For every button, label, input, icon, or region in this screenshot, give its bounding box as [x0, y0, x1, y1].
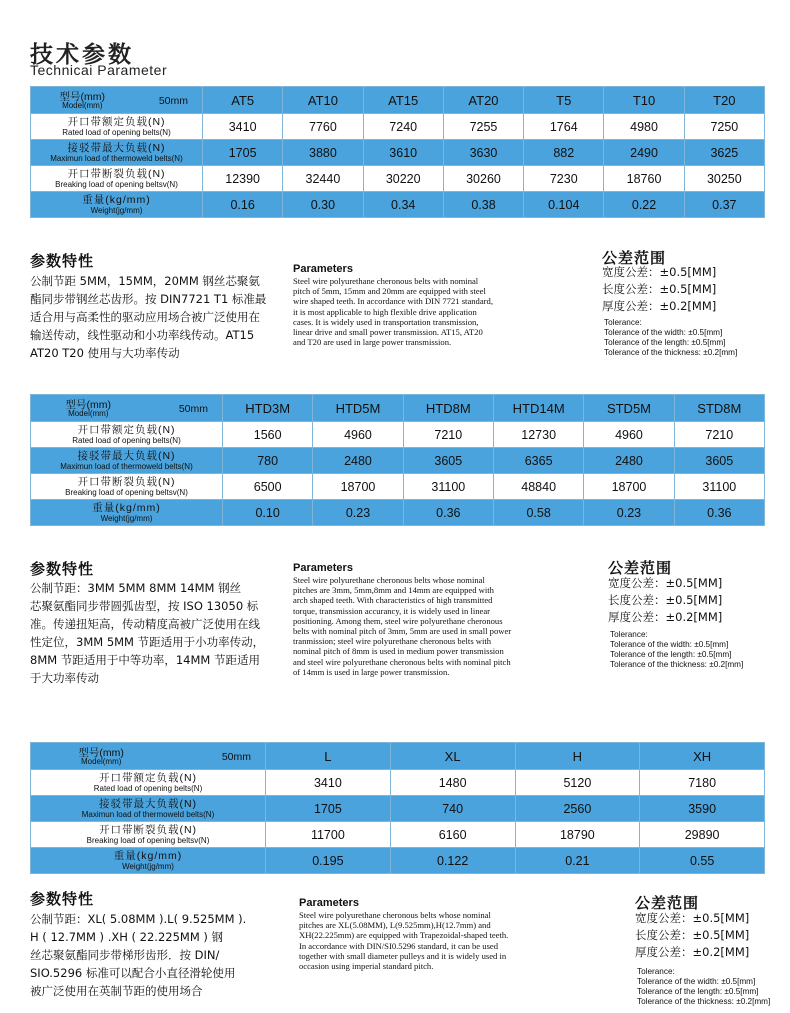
table-cell: 1764 [524, 114, 604, 140]
width-label: 50mm [178, 403, 208, 415]
row-label [31, 166, 203, 192]
column-header: AT20 [443, 87, 523, 114]
table-header-row [31, 87, 765, 114]
text-line: nominal pitch of 8mm is used in medium power transmission [293, 646, 504, 657]
text-line: 长度公差：±0.5[MM] [608, 593, 723, 607]
features-text [30, 272, 280, 362]
parameters-text [293, 276, 558, 347]
table-row [31, 770, 765, 796]
parameters-text [299, 910, 564, 971]
text-line: cases. It is widely used in transportation transmission, [293, 316, 479, 327]
table-cell: 18700 [313, 474, 403, 500]
table-cell: 882 [524, 140, 604, 166]
column-header: AT15 [363, 87, 443, 114]
table-cell: 3410 [203, 114, 283, 140]
text-line: Tolerance: [637, 967, 675, 976]
table-cell: 31100 [674, 474, 764, 500]
text-line: 公制节距：3MM 5MM 8MM 14MM 钢丝 [30, 581, 242, 595]
table-cell: 30250 [684, 166, 764, 192]
tolerance-title: 公差范围 [608, 559, 673, 577]
row-label-cn: 开口带额定负载(N) [67, 116, 166, 128]
text-line: pitches are XL(5.08MM), L(9.525mm),H(12.7mm) and [299, 920, 491, 931]
text-line: 芯聚氨酯同步带圆弧齿型，按 ISO 13050 标 [30, 599, 259, 613]
tolerance-english [637, 967, 770, 1007]
text-line: belts with nominal pitch of 3mm, 5mm are used in small power [293, 626, 512, 637]
column-header: STD5M [584, 395, 674, 422]
text-line: of 14mm is used in large power transmission. [293, 666, 450, 677]
table-cell: 0.122 [390, 848, 515, 874]
table-row [31, 140, 765, 166]
table-cell: 780 [223, 448, 313, 474]
text-line: 宽度公差：±0.5[MM] [602, 265, 717, 279]
row-label [31, 114, 203, 140]
text-line: 长度公差：±0.5[MM] [602, 282, 717, 296]
text-line: it is most applicable to high flexible drive application [293, 306, 477, 317]
row-label-cn: 开口带额定负载(N) [98, 772, 198, 784]
row-label-cn: 接驳带最大负载(N) [77, 450, 176, 462]
text-line: 适合用与高柔性的驱动应用场合被广泛使用在 [30, 310, 260, 324]
table-cell: 3630 [443, 140, 523, 166]
table-cell: 6160 [390, 822, 515, 848]
row-label [31, 192, 203, 218]
text-line: Tolerance of the width: ±0.5[mm] [604, 328, 723, 337]
table-cell: 18790 [515, 822, 640, 848]
row-label-en: Rated load of opening belts(N) [62, 128, 171, 137]
parameters-title: Parameters [293, 562, 353, 574]
width-label: 50mm [158, 95, 188, 107]
parameters-title: Parameters [299, 897, 359, 909]
tolerance-title: 公差范围 [635, 894, 700, 912]
row-label-cn: 开口带断裂负载(N) [67, 168, 166, 180]
table-cell: 0.30 [283, 192, 363, 218]
text-line: 公制节距 5MM，15MM，20MM 钢丝芯聚氨 [30, 274, 260, 288]
text-line: AT20 T20 使用与大功率传动 [30, 346, 180, 360]
text-line: 厚度公差：±0.2[MM] [635, 945, 750, 959]
table-cell: 12730 [493, 422, 583, 448]
text-line: torque, transmission accurancy, it is widely used in linear [293, 605, 491, 616]
table-cell: 1705 [203, 140, 283, 166]
row-label-cn: 重量(kg/mm) [82, 194, 151, 206]
model-header-cell [31, 87, 203, 114]
text-line: 丝芯聚氨酯同步带梯形齿形．按 DIN/ [30, 948, 220, 962]
table-cell: 18760 [604, 166, 684, 192]
text-line: Tolerance: [610, 630, 648, 639]
text-line: Steel wire polyurethane cheronous belts whose nominal [293, 575, 485, 585]
row-label-en: Maximun load of thermoweld belts(N) [50, 154, 183, 163]
table-cell: 7180 [640, 770, 765, 796]
features-title: 参数特性 [30, 890, 95, 908]
page-subtitle: Technicai Parameter [30, 62, 168, 78]
row-label-en: Maximun load of thermoweld belts(N) [60, 462, 193, 471]
row-label [31, 848, 266, 874]
column-header: T10 [604, 87, 684, 114]
table-row [31, 422, 765, 448]
spec-table-l-xh [30, 742, 765, 874]
row-label [31, 474, 223, 500]
model-label: 型号(mm) [78, 747, 124, 759]
row-label [31, 822, 266, 848]
table-cell: 31100 [403, 474, 493, 500]
model-label-en: Model(mm) [62, 101, 103, 110]
text-line: 厚度公差：±0.2[MM] [608, 610, 723, 624]
text-line: Tolerance of the width: ±0.5[mm] [610, 640, 729, 649]
table-cell: 3610 [363, 140, 443, 166]
model-header-cell [31, 743, 266, 770]
text-line: Tolerance of the length: ±0.5[mm] [637, 987, 759, 996]
text-line: 性定位，3MM 5MM 节距适用于小功率传动， [30, 635, 265, 649]
table-cell: 1705 [266, 796, 391, 822]
table-cell: 0.55 [640, 848, 765, 874]
page-title: 技术参数 [30, 42, 134, 68]
model-header-cell [31, 395, 223, 422]
column-header: HTD8M [403, 395, 493, 422]
text-line: Tolerance of the length: ±0.5[mm] [610, 650, 732, 659]
row-label-cn: 开口带断裂负载(N) [77, 476, 176, 488]
table-cell: 0.23 [584, 500, 674, 526]
tolerance-title: 公差范围 [602, 249, 667, 267]
table-cell: 30260 [443, 166, 523, 192]
table-cell: 7210 [674, 422, 764, 448]
text-line: 酯同步带钢丝芯齿形。按 DIN7721 T1 标准最 [30, 292, 267, 306]
text-line: 被广泛使用在英制节距的使用场合 [30, 984, 203, 998]
table-row [31, 796, 765, 822]
table-cell: 7250 [684, 114, 764, 140]
row-label-en: Weight(jg/mm) [122, 862, 174, 871]
text-line: Tolerance of the length: ±0.5[mm] [604, 338, 726, 347]
table-header-row [31, 395, 765, 422]
table-cell: 0.38 [443, 192, 523, 218]
table-cell: 3605 [674, 448, 764, 474]
text-line: Tolerance of the width: ±0.5[mm] [637, 977, 756, 986]
table-row [31, 192, 765, 218]
table-cell: 1480 [390, 770, 515, 796]
text-line: 厚度公差：±0.2[MM] [602, 299, 717, 313]
table-cell: 18700 [584, 474, 674, 500]
column-header: H [515, 743, 640, 770]
width-label: 50mm [221, 751, 251, 763]
text-line: 宽度公差：±0.5[MM] [608, 576, 723, 590]
table-cell: 4960 [313, 422, 403, 448]
spec-table-htd-std [30, 394, 765, 526]
table-cell: 0.22 [604, 192, 684, 218]
row-label-cn: 重量(kg/mm) [113, 850, 183, 862]
features-text [30, 910, 280, 1000]
table-cell: 1560 [223, 422, 313, 448]
row-label-en: Rated load of opening belts(N) [93, 784, 203, 793]
table-cell: 0.37 [684, 192, 764, 218]
table-header-row [31, 743, 765, 770]
text-line: H ( 12.7MM ) .XH ( 22.225MM ) 钢 [30, 930, 224, 944]
table-row [31, 448, 765, 474]
table-cell: 3625 [684, 140, 764, 166]
row-label-cn: 接驳带最大负载(N) [67, 142, 166, 154]
table-cell: 0.36 [403, 500, 493, 526]
table-cell: 3590 [640, 796, 765, 822]
text-line: 于大功率传动 [30, 671, 99, 685]
row-label-en: Weight(jg/mm) [100, 514, 153, 523]
table-cell: 0.58 [493, 500, 583, 526]
column-header: XL [390, 743, 515, 770]
table-cell: 29890 [640, 822, 765, 848]
tolerance-english [604, 318, 737, 358]
text-line: Steel wire polyurethane cheronous belts whose nominal [299, 910, 491, 920]
text-line: In accordance with DIN/SI0.5296 standard, it can be used [299, 940, 499, 951]
text-line: XH(22.225mm) are equipped with Trapezoidal-shaped teeth. [299, 930, 509, 941]
row-label-cn: 开口带额定负载(N) [77, 424, 176, 436]
table-cell: 7760 [283, 114, 363, 140]
row-label-cn: 开口带断裂负载(N) [98, 824, 198, 836]
model-label-en: Model(mm) [68, 409, 109, 418]
text-line: Tolerance: [604, 318, 642, 327]
column-header: HTD5M [313, 395, 403, 422]
text-line: Steel wire polyurethane cheronous belts with nominal [293, 276, 479, 286]
text-line: pitch of 5mm, 15mm and 20mm are equipped with steel [293, 286, 486, 297]
text-line: 长度公差：±0.5[MM] [635, 928, 750, 942]
column-header: HTD3M [223, 395, 313, 422]
row-label-cn: 重量(kg/mm) [92, 502, 161, 514]
text-line: together with small diameter pulleys and it is widely used in [299, 950, 507, 961]
column-header: T5 [524, 87, 604, 114]
table-cell: 2560 [515, 796, 640, 822]
text-line: positioning. Among them, steel wire polyurethane cheronous [293, 615, 503, 626]
text-line: 公制节距：XL( 5.08MM ).L( 9.525MM ). [30, 912, 247, 926]
table-cell: 7240 [363, 114, 443, 140]
row-label-en: Breaking load of opening beltsv(N) [65, 488, 188, 497]
table-cell: 6500 [223, 474, 313, 500]
table-row [31, 500, 765, 526]
table-cell: 30220 [363, 166, 443, 192]
table-cell: 0.36 [674, 500, 764, 526]
table-cell: 2490 [604, 140, 684, 166]
table-row [31, 848, 765, 874]
text-line: arch shaped teeth. With characteristics of high transmitted [293, 595, 493, 606]
text-line: and steel wire polyurethane cheronous belts with nominal pitch [293, 656, 511, 667]
table-cell: 12390 [203, 166, 283, 192]
tolerance-list [608, 575, 722, 626]
text-line: Tolerance of the thickness: ±0.2[mm] [637, 997, 771, 1006]
text-line: linear drive and small power transmission. AT15, AT20 [293, 327, 483, 338]
table-cell: 32440 [283, 166, 363, 192]
model-label: 型号(mm) [65, 399, 112, 411]
column-header: XH [640, 743, 765, 770]
model-label-en: Model(mm) [80, 757, 122, 766]
table-cell: 48840 [493, 474, 583, 500]
row-label [31, 770, 266, 796]
row-label-en: Rated load of opening belts(N) [72, 436, 181, 445]
row-label-en: Breaking load of opening beltsv(N) [86, 836, 210, 845]
table-cell: 0.23 [313, 500, 403, 526]
table-cell: 6365 [493, 448, 583, 474]
text-line: Tolerance of the thickness: ±0.2[mm] [604, 348, 738, 357]
table-cell: 740 [390, 796, 515, 822]
row-label [31, 140, 203, 166]
table-cell: 0.16 [203, 192, 283, 218]
features-title: 参数特性 [30, 560, 95, 578]
column-header: AT5 [203, 87, 283, 114]
row-label [31, 500, 223, 526]
table-row [31, 474, 765, 500]
text-line: tranmission; steel wire polyurethane cheronous belts with [293, 636, 492, 647]
text-line: occasion using imperial standard pitch. [299, 961, 434, 972]
tolerance-list [635, 910, 749, 961]
table-cell: 3410 [266, 770, 391, 796]
text-line: SIO.5296 标准可以配合小直径滑轮使用 [30, 966, 236, 980]
text-line: 宽度公差：±0.5[MM] [635, 911, 750, 925]
table-row [31, 114, 765, 140]
model-label: 型号(mm) [59, 91, 106, 103]
table-cell: 3605 [403, 448, 493, 474]
table-cell: 0.104 [524, 192, 604, 218]
spec-table-at-t [30, 86, 765, 218]
tolerance-english [610, 630, 743, 670]
column-header: L [266, 743, 391, 770]
tolerance-list [602, 264, 716, 315]
table-cell: 7210 [403, 422, 493, 448]
column-header: AT10 [283, 87, 363, 114]
row-label [31, 422, 223, 448]
text-line: wire shaped teeth. In accordance with DIN 7721 standard, [293, 296, 493, 307]
table-cell: 11700 [266, 822, 391, 848]
features-title: 参数特性 [30, 252, 95, 270]
column-header: STD8M [674, 395, 764, 422]
table-cell: 7255 [443, 114, 523, 140]
text-line: and T20 are used in large power transmission. [293, 337, 452, 348]
table-row [31, 822, 765, 848]
text-line: 准。传递扭矩高，传动精度高被广泛使用在线 [30, 617, 260, 631]
text-line: Tolerance of the thickness: ±0.2[mm] [610, 660, 744, 669]
text-line: 输送传动，线性驱动和小功率线传动。AT15 [30, 328, 255, 342]
row-label-en: Breaking load of opening beltsv(N) [55, 180, 178, 189]
table-cell: 5120 [515, 770, 640, 796]
table-cell: 0.34 [363, 192, 443, 218]
column-header: T20 [684, 87, 764, 114]
row-label-cn: 接驳带最大负载(N) [98, 798, 198, 810]
row-label [31, 796, 266, 822]
table-cell: 0.195 [266, 848, 391, 874]
text-line: pitches are 3mm, 5mm,8mm and 14mm are equipped with [293, 585, 494, 596]
row-label [31, 448, 223, 474]
row-label-en: Weight(jg/mm) [90, 206, 143, 215]
table-cell: 2480 [313, 448, 403, 474]
table-cell: 7230 [524, 166, 604, 192]
table-cell: 2480 [584, 448, 674, 474]
parameters-title: Parameters [293, 263, 353, 275]
table-cell: 0.21 [515, 848, 640, 874]
table-row [31, 166, 765, 192]
column-header: HTD14M [493, 395, 583, 422]
parameters-text [293, 575, 568, 677]
table-cell: 4980 [604, 114, 684, 140]
table-cell: 3880 [283, 140, 363, 166]
features-text [30, 579, 280, 687]
table-cell: 0.10 [223, 500, 313, 526]
table-cell: 4960 [584, 422, 674, 448]
row-label-en: Maximun load of thermoweld belts(N) [81, 810, 215, 819]
text-line: 8MM 节距适用于中等功率，14MM 节距适用 [30, 653, 260, 667]
